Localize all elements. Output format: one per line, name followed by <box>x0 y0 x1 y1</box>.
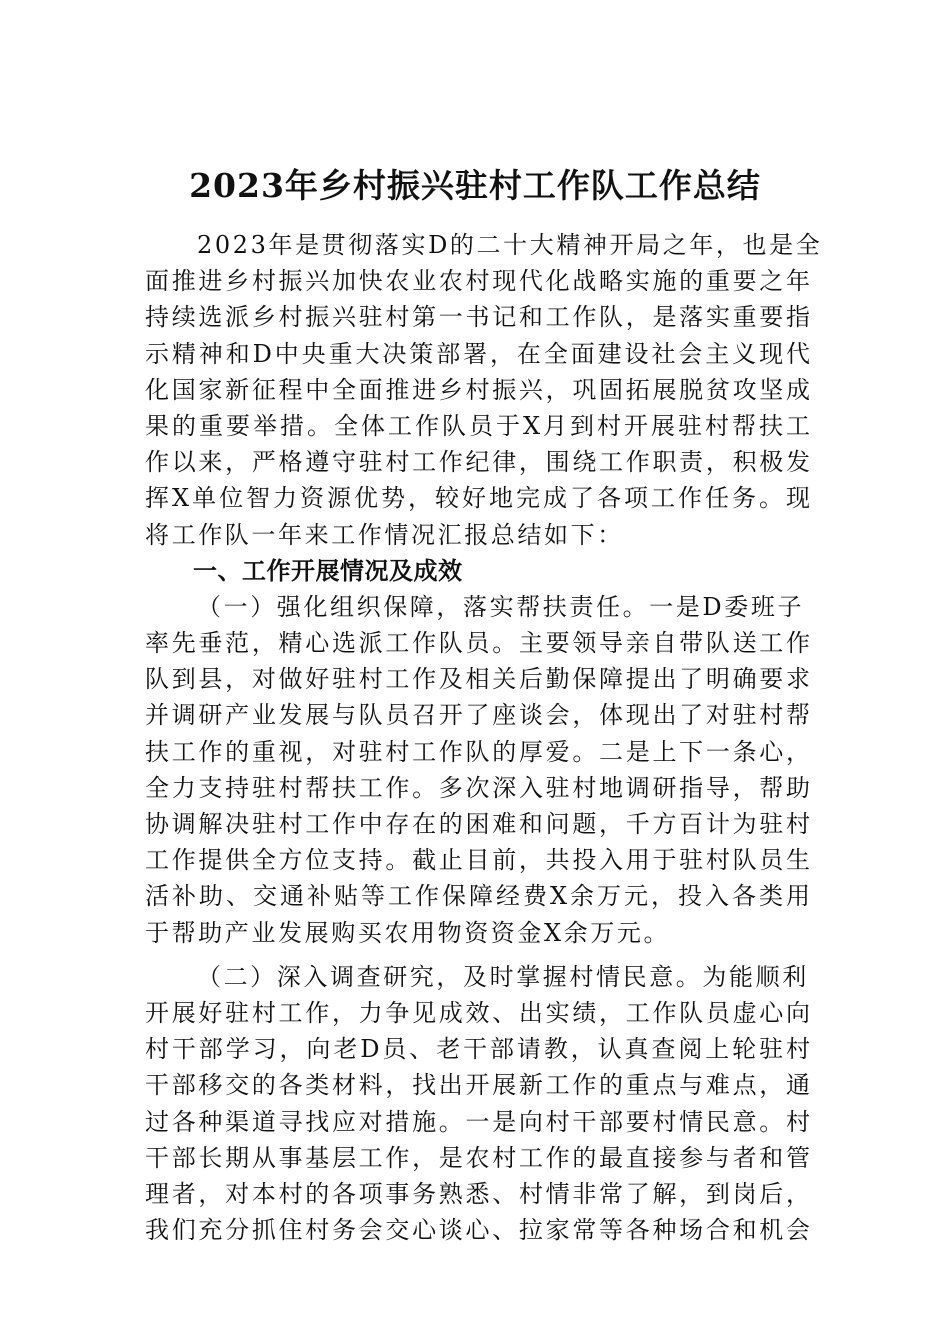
paragraph-line: 村干部学习，向老D员、老干部请教，认真查阅上轮驻村 <box>145 1035 810 1064</box>
paragraph-line: 开展好驻村工作，力争见成效、出实绩，工作队员虚心向 <box>145 998 810 1027</box>
paragraph-line: 扶工作的重视，对驻村工作队的厚爱。二是上下一条心， <box>145 737 810 766</box>
paragraph-line: 作以来，严格遵守驻村工作纪律，围绕工作职责，积极发 <box>145 448 810 477</box>
paragraph-line: 我们充分抓住村务会交心谈心、拉家常等各种场合和机会 <box>145 1216 810 1245</box>
paragraph-line: 全力支持驻村帮扶工作。多次深入驻村地调研指导，帮助 <box>145 773 810 802</box>
paragraph-line: 持续选派乡村振兴驻村第一书记和工作队，是落实重要指 <box>145 303 810 332</box>
document-title: 2023年乡村振兴驻村工作队工作总结 <box>189 166 761 205</box>
paragraph-line: 干部长期从事基层工作，是农村工作的最直接参与者和管 <box>145 1143 810 1172</box>
subsection-2-paragraph <box>145 959 810 1249</box>
paragraph-line: 率先垂范，精心选派工作队员。主要领导亲自带队送工作 <box>145 629 810 658</box>
section-heading: 一、工作开展情况及成效 <box>193 556 463 585</box>
paragraph-line: 化国家新征程中全面推进乡村振兴，巩固拓展脱贫攻坚成 <box>145 375 810 404</box>
paragraph-line: 过各种渠道寻找应对措施。一是向村干部要村情民意。村 <box>145 1107 810 1136</box>
paragraph-line: 果的重要举措。全体工作队员于X月到村开展驻村帮扶工 <box>145 411 810 440</box>
intro-paragraph <box>145 227 823 553</box>
document-body <box>145 227 823 1248</box>
paragraph-line: 理者，对本村的各项事务熟悉、村情非常了解，到岗后， <box>145 1179 810 1208</box>
paragraph-line: 干部移交的各类材料，找出开展新工作的重点与难点，通 <box>145 1071 810 1100</box>
paragraph-line: 工作提供全方位支持。截止目前，共投入用于驻村队员生 <box>145 846 810 875</box>
paragraph-line: 面推进乡村振兴加快农业农村现代化战略实施的重要之年 <box>145 267 810 296</box>
paragraph-line: 将工作队一年来工作情况汇报总结如下： <box>145 520 624 549</box>
paragraph-line: 协调解决驻村工作中存在的困难和问题，千方百计为驻村 <box>145 810 810 838</box>
paragraph-line: 挥X单位智力资源优势，较好地完成了各项工作任务。现 <box>145 484 810 513</box>
paragraph-line: 队到县，对做好驻村工作及相关后勤保障提出了明确要求 <box>145 665 810 694</box>
paragraph-line: 并调研产业发展与队员召开了座谈会，体现出了对驻村帮 <box>145 701 810 730</box>
paragraph-line: （一）强化组织保障，落实帮扶责任。一是D委班子 <box>197 592 805 621</box>
subsection-1-paragraph <box>145 589 810 951</box>
paragraph-line: 2023年是贯彻落实D的二十大精神开局之年，也是全 <box>197 231 823 259</box>
paragraph-line: 于帮助产业发展购买农用物资资金X余万元。 <box>145 918 671 947</box>
paragraph-line: 活补助、交通补贴等工作保障经费X余万元，投入各类用 <box>145 882 810 911</box>
paragraph-line: （二）深入调查研究，及时掌握村情民意。为能顺利 <box>197 962 809 991</box>
paragraph-line: 示精神和D中央重大决策部署，在全面建设社会主义现代 <box>145 339 810 368</box>
